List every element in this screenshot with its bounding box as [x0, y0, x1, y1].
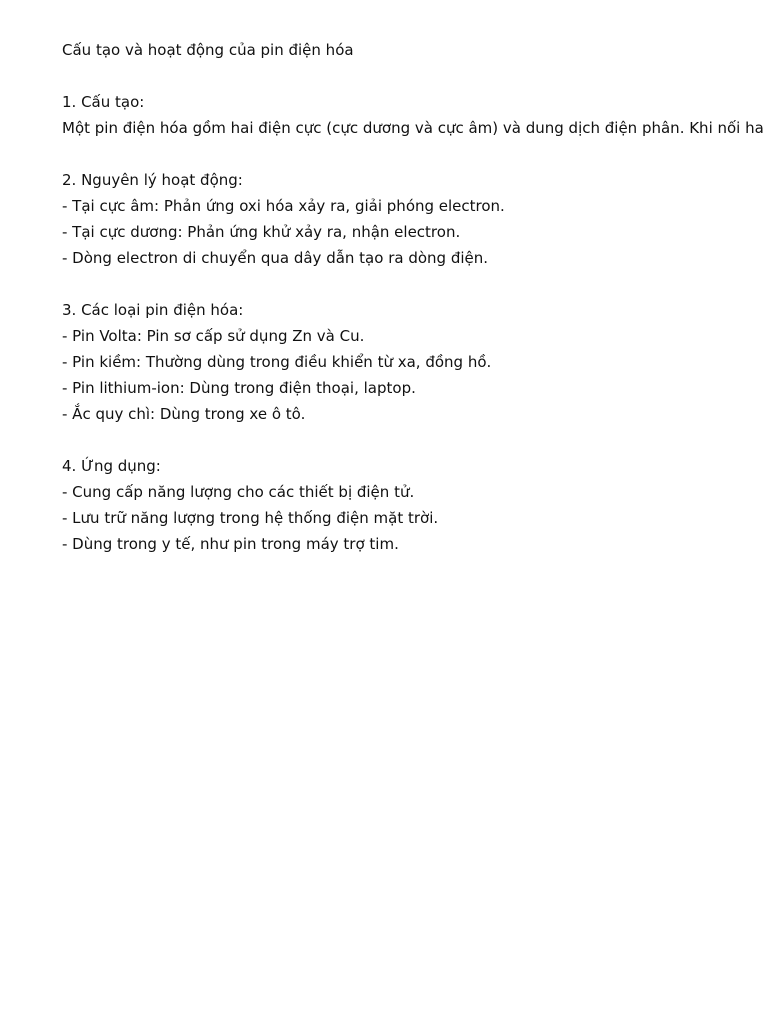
spacer	[62, 63, 768, 89]
list-item: - Cung cấp năng lượng cho các thiết bị điện tử.	[62, 483, 415, 501]
list-item: - Dùng trong y tế, như pin trong máy trợ tim.	[62, 535, 399, 553]
section-heading-types: 3. Các loại pin điện hóa:	[62, 301, 244, 319]
list-item: - Pin lithium-ion: Dùng trong điện thoại, laptop.	[62, 379, 416, 397]
spacer	[62, 141, 768, 167]
list-item: - Ắc quy chì: Dùng trong xe ô tô.	[62, 405, 306, 423]
section-heading-principle: 2. Nguyên lý hoạt động:	[62, 171, 243, 189]
spacer	[62, 271, 768, 297]
document-title: Cấu tạo và hoạt động của pin điện hóa	[62, 41, 354, 59]
list-item: - Pin kiềm: Thường dùng trong điều khiển từ xa, đồng hồ.	[62, 353, 492, 371]
document-body	[62, 37, 768, 557]
list-item: - Pin Volta: Pin sơ cấp sử dụng Zn và Cu.	[62, 327, 365, 345]
section-heading-structure: 1. Cấu tạo:	[62, 93, 145, 111]
list-item: - Lưu trữ năng lượng trong hệ thống điện mặt trời.	[62, 509, 439, 527]
list-item: - Dòng electron di chuyển qua dây dẫn tạo ra dòng điện.	[62, 249, 489, 267]
list-item: - Tại cực dương: Phản ứng khử xảy ra, nhận electron.	[62, 223, 461, 241]
spacer	[62, 427, 768, 453]
section-heading-applications: 4. Ứng dụng:	[62, 457, 161, 475]
list-item: - Tại cực âm: Phản ứng oxi hóa xảy ra, giải phóng electron.	[62, 197, 505, 215]
section-paragraph-structure: Một pin điện hóa gồm hai điện cực (cực dương và cực âm) và dung dịch điện phân. Khi nối ha	[62, 119, 764, 137]
